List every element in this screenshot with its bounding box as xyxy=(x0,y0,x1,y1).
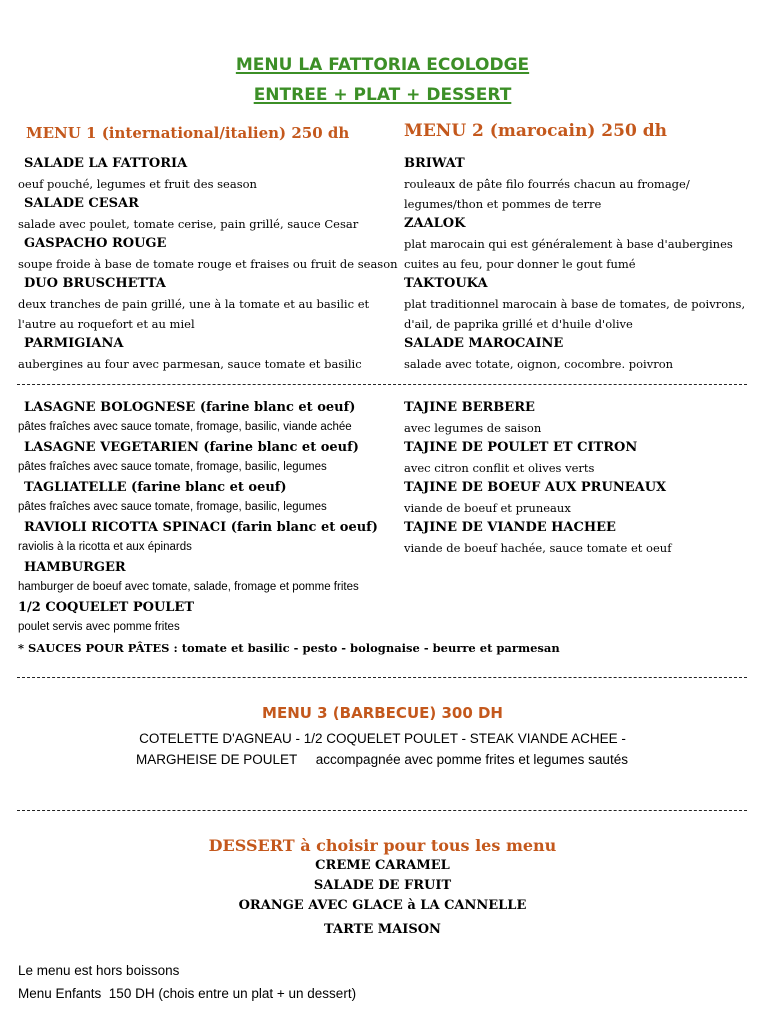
dessert-item: CREME CARAMEL xyxy=(315,858,450,873)
menu1-main-desc: hamburger de boeuf avec tomate, salade, fromage et pomme frites xyxy=(18,581,359,593)
menu2-starter-desc-cont: cuites au feu, pour donner le gout fumé xyxy=(404,257,636,271)
menu1-starter-desc: oeuf pouché, legumes et fruit des season xyxy=(18,177,257,191)
menu2-starter-desc: rouleaux de pâte filo fourrés chacun au fromage/ xyxy=(404,177,690,191)
dessert-item: SALADE DE FRUIT xyxy=(313,878,452,893)
menu2-starter-desc-cont: d'ail, de paprika grillé et d'huile d'olive xyxy=(404,317,633,331)
menu1-main-desc: pâtes fraîches avec sauce tomate, fromage, basilic, legumes xyxy=(18,501,327,513)
menu1-starter-name: DUO BRUSCHETTA xyxy=(24,276,166,291)
menu1-starter-desc: salade avec poulet, tomate cerise, pain grillé, sauce Cesar xyxy=(18,217,359,231)
menu1-main-desc: pâtes fraîches avec sauce tomate, fromage, basilic, viande achée xyxy=(18,421,352,433)
menu1-main-desc: pâtes fraîches avec sauce tomate, fromage, basilic, legumes xyxy=(18,461,327,473)
menu2-starter-desc-cont: legumes/thon et pommes de terre xyxy=(404,197,602,211)
menu2-starter-name: TAKTOUKA xyxy=(404,276,488,291)
menu1-starter-desc: aubergines au four avec parmesan, sauce tomate et basilic xyxy=(18,357,362,371)
menu1-starter-name: GASPACHO ROUGE xyxy=(24,236,167,251)
menu2-main-name: TAJINE DE VIANDE HACHEE xyxy=(404,520,616,535)
menu1-starter-name: SALADE CESAR xyxy=(24,196,139,211)
menu1-heading: MENU 1 (international/italien) 250 dh xyxy=(26,124,350,142)
sauces-note: * SAUCES POUR PÂTES : tomate et basilic - pesto - bolognaise - beurre et parmesan xyxy=(18,641,560,655)
menu3-line: COTELETTE D'AGNEAU - 1/2 COQUELET POULET - STEAK VIANDE ACHEE - xyxy=(139,731,626,746)
menu2-main-desc: avec legumes de saison xyxy=(404,421,542,435)
page-subtitle: ENTREE + PLAT + DESSERT xyxy=(253,85,512,105)
dessert-item: TARTE MAISON xyxy=(324,922,441,937)
menu1-starter-desc-cont: l'autre au roquefort et au miel xyxy=(18,317,195,331)
menu1-main-name: LASAGNE VEGETARIEN (farine blanc et oeuf) xyxy=(24,440,359,455)
section-divider xyxy=(17,677,747,678)
menu2-main-desc: viande de boeuf hachée, sauce tomate et oeuf xyxy=(404,541,672,555)
menu1-main-name: TAGLIATELLE (farine blanc et oeuf) xyxy=(24,480,287,495)
menu1-main-desc: poulet servis avec pomme frites xyxy=(18,621,180,633)
page-title: MENU LA FATTORIA ECOLODGE xyxy=(235,55,530,75)
menu1-starter-name: PARMIGIANA xyxy=(24,336,124,351)
menu1-main-desc: raviolis à la ricotta et aux épinards xyxy=(18,541,192,553)
footer-note-kids: Menu Enfants 150 DH (chois entre un plat + un dessert) xyxy=(18,986,357,1001)
menu2-main-name: TAJINE DE POULET ET CITRON xyxy=(404,440,638,455)
menu2-starter-desc: plat marocain qui est généralement à base d'aubergines xyxy=(404,237,733,251)
menu1-starter-desc: soupe froide à base de tomate rouge et fraises ou fruit de season xyxy=(18,257,398,271)
menu2-heading: MENU 2 (marocain) 250 dh xyxy=(404,121,667,141)
menu1-main-name: LASAGNE BOLOGNESE (farine blanc et oeuf) xyxy=(24,400,356,415)
menu1-starter-desc: deux tranches de pain grillé, une à la tomate et au basilic et xyxy=(18,297,370,311)
menu2-starter-desc: plat traditionnel marocain à base de tomates, de poivrons, xyxy=(404,297,746,311)
menu2-starter-desc: salade avec totate, oignon, cocombre. poivron xyxy=(404,357,674,371)
menu1-main-name: 1/2 COQUELET POULET xyxy=(18,600,195,615)
menu2-main-name: TAJINE BERBERE xyxy=(404,400,535,415)
menu3-heading: MENU 3 (BARBECUE) 300 DH xyxy=(262,704,503,722)
menu2-main-name: TAJINE DE BOEUF AUX PRUNEAUX xyxy=(404,480,667,495)
menu2-starter-name: BRIWAT xyxy=(404,156,465,171)
menu1-main-name: HAMBURGER xyxy=(24,560,126,575)
dessert-item: ORANGE AVEC GLACE à LA CANNELLE xyxy=(238,898,527,913)
dessert-heading: DESSERT à choisir pour tous les menu xyxy=(208,836,557,855)
footer-note-drinks: Le menu est hors boissons xyxy=(18,963,180,978)
menu2-starter-name: SALADE MAROCAINE xyxy=(404,336,564,351)
section-divider xyxy=(17,810,747,811)
menu2-main-desc: viande de boeuf et pruneaux xyxy=(404,501,571,515)
menu2-starter-name: ZAALOK xyxy=(404,216,466,231)
menu1-starter-name: SALADE LA FATTORIA xyxy=(24,156,188,171)
menu3-line: MARGHEISE DE POULET accompagnée avec pomme frites et legumes sautés xyxy=(136,752,628,767)
section-divider xyxy=(17,384,747,385)
menu2-main-desc: avec citron conflit et olives verts xyxy=(404,461,595,475)
menu1-main-name: RAVIOLI RICOTTA SPINACI (farin blanc et oeuf) xyxy=(24,520,378,535)
